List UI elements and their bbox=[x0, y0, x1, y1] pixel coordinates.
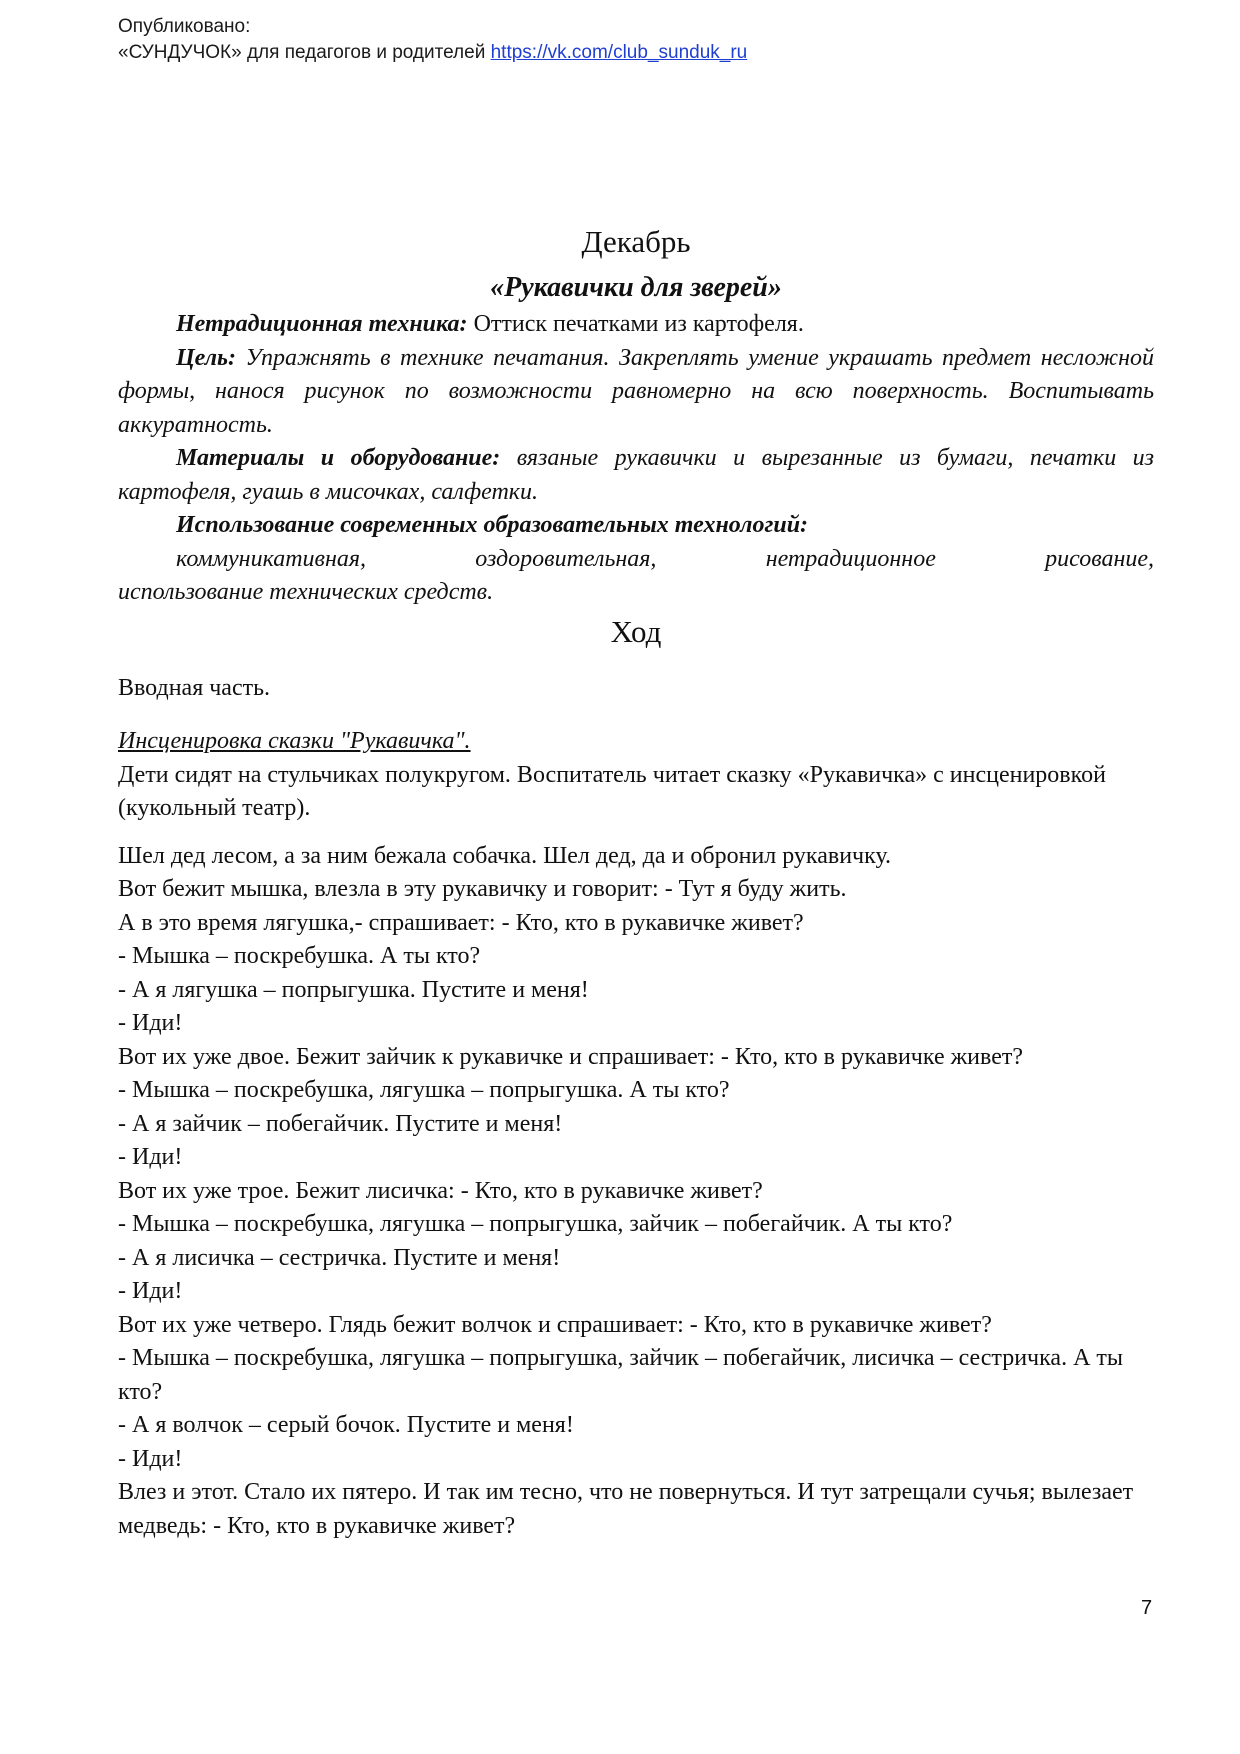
materials-text: вязаные рукавички и вырезанные из бумаги, печатки из картофеля, гуашь в мисочках, салфетки. bbox=[118, 445, 1155, 505]
tale-line: - Мышка – поскребушка. А ты кто? bbox=[118, 943, 481, 969]
course-heading: Ход bbox=[610, 613, 662, 649]
document-body bbox=[118, 222, 1154, 1543]
staging-description: Дети сидят на стульчиках полукругом. Воспитатель читает сказку «Рукавичка» с инсценировкой (кукольный театр). bbox=[118, 761, 1106, 821]
technologies-line-2: использование технических средств. bbox=[118, 579, 494, 605]
tale-line: - А я лягушка – попрыгушка. Пустите и меня! bbox=[118, 976, 589, 1003]
intro-part: Вводная часть. bbox=[118, 674, 271, 701]
materials-paragraph bbox=[118, 442, 1154, 509]
tale-line: - А я лисичка – сестричка. Пустите и меня! bbox=[118, 1244, 561, 1271]
tale-line: - Мышка – поскребушка, лягушка – попрыгушка, зайчик – побегайчик. А ты кто? bbox=[118, 1211, 953, 1237]
published-label: Опубликовано: bbox=[118, 16, 251, 37]
tale-line: Вот их уже четверо. Глядь бежит волчок и спрашивает: - Кто, кто в рукавичке живет? bbox=[118, 1311, 992, 1338]
tale-line: Вот их уже трое. Бежит лисичка: - Кто, кто в рукавичке живет? bbox=[118, 1177, 763, 1204]
tale-line: Вот их уже двое. Бежит зайчик к рукавичке и спрашивает: - Кто, кто в рукавичке живет? bbox=[118, 1043, 1024, 1070]
tale-line: - Мышка – поскребушка, лягушка – попрыгушка, зайчик – побегайчик, лисичка – сестричка. А ты кто? bbox=[118, 1345, 1124, 1405]
technique-label: Нетрадиционная техника: bbox=[176, 311, 468, 337]
tale-text bbox=[118, 840, 1154, 1544]
technique-paragraph bbox=[118, 308, 1154, 342]
publisher-name: «СУНДУЧОК» для педагогов и родителей bbox=[118, 42, 491, 63]
publisher-line bbox=[118, 40, 747, 66]
goal-text: Упражнять в технике печатания. Закреплять умение украшать предмет несложной формы, нанося рисунок по возможности равномерно на всю поверхность. Воспитывать аккуратность. bbox=[118, 344, 1154, 438]
month-heading: Декабрь bbox=[581, 224, 691, 259]
staging-title: Инсценировка сказки "Рукавичка". bbox=[118, 728, 471, 754]
technologies-line-1: коммуникативная, оздоровительная, нетрадиционное рисование, bbox=[176, 545, 1154, 572]
goal-label: Цель: bbox=[176, 344, 236, 371]
tale-line: - Иди! bbox=[118, 1010, 183, 1036]
tale-line: Шел дед лесом, а за ним бежала собачка. Шел дед, да и обронил рукавичку. bbox=[118, 842, 892, 869]
tale-line: - Иди! bbox=[118, 1278, 183, 1304]
publisher-link[interactable]: https://vk.com/club_sunduk_ru bbox=[490, 42, 748, 63]
goal-paragraph bbox=[118, 342, 1154, 443]
technologies-label-line bbox=[118, 509, 1154, 543]
tale-line: Вот бежит мышка, влезла в эту рукавичку и говорит: - Тут я буду жить. bbox=[118, 876, 847, 902]
tale-line: А в это время лягушка,- спрашивает: - Кто, кто в рукавичке живет? bbox=[118, 909, 804, 936]
tale-line: - Иди! bbox=[118, 1144, 183, 1170]
materials-label: Материалы и оборудование: bbox=[176, 445, 501, 471]
lesson-title: «Рукавички для зверей» bbox=[490, 272, 782, 303]
tale-line: - А я зайчик – побегайчик. Пустите и меня! bbox=[118, 1110, 563, 1137]
publication-header bbox=[118, 14, 747, 66]
technologies-label: Использование современных образовательных технологий: bbox=[176, 512, 809, 538]
technique-text: Оттиск печатками из картофеля. bbox=[467, 311, 804, 337]
tale-line: - А я волчок – серый бочок. Пустите и меня! bbox=[118, 1412, 574, 1438]
tale-line: Влез и этот. Стало их пятеро. И так им тесно, что не повернуться. И тут затрещали сучья; вылезает медведь: - Кто, кто в рукавичке живет? bbox=[118, 1479, 1134, 1539]
page-number: 7 bbox=[1141, 1597, 1153, 1619]
tale-line: - Мышка – поскребушка, лягушка – попрыгушка. А ты кто? bbox=[118, 1077, 730, 1103]
tale-line: - Иди! bbox=[118, 1445, 183, 1472]
